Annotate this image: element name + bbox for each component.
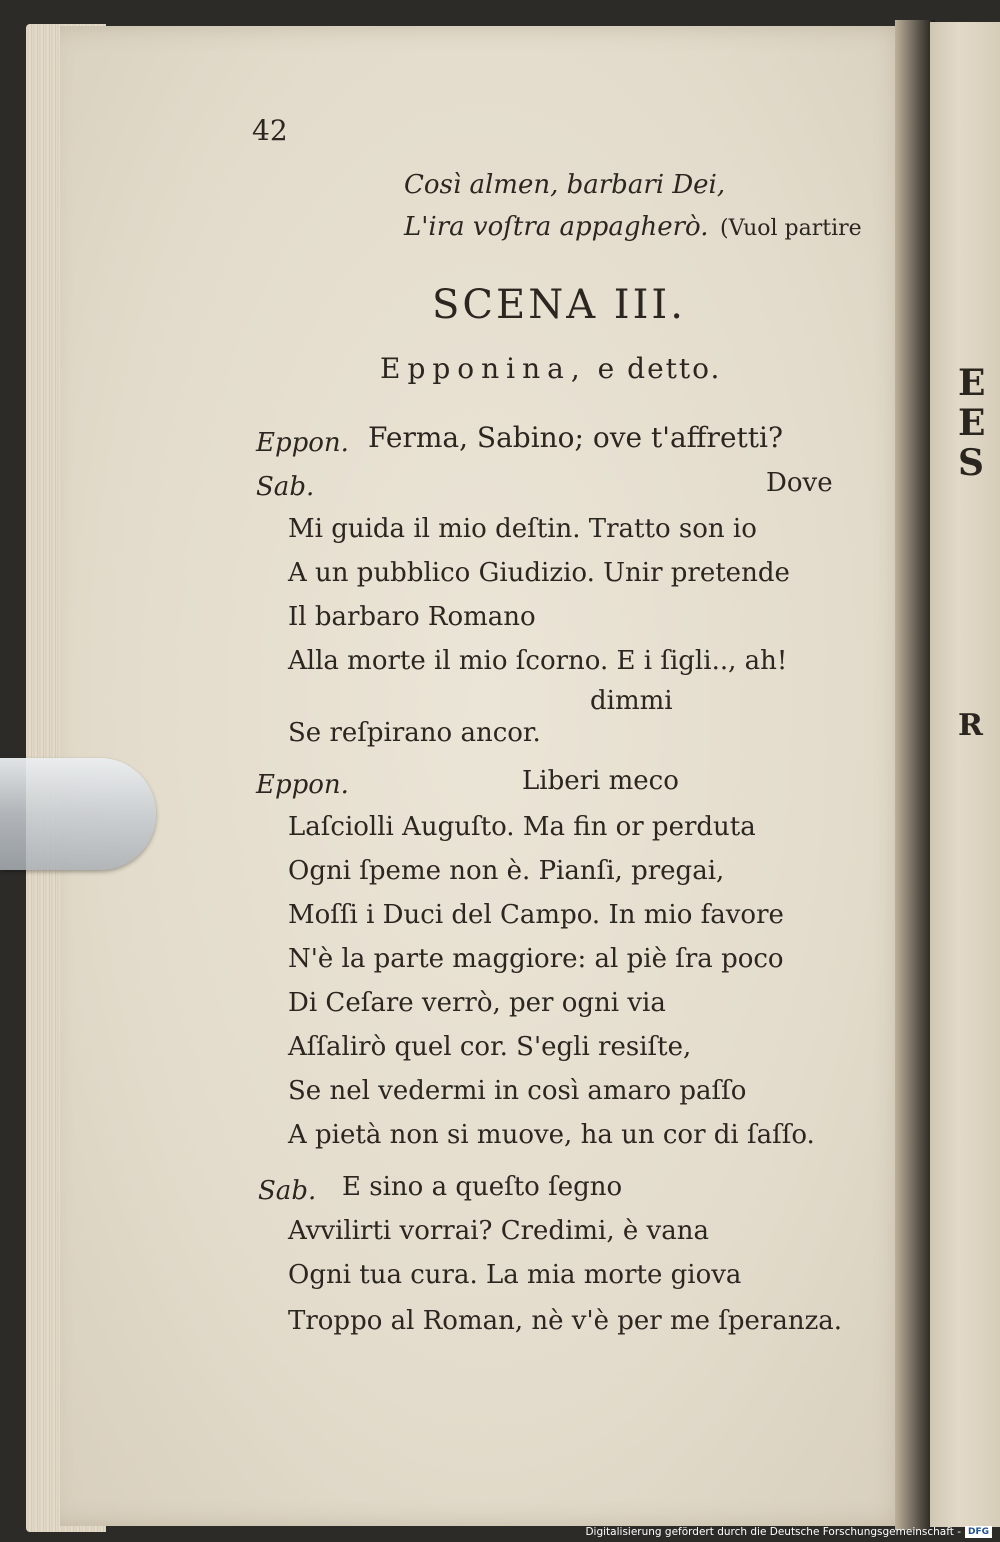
verse-line: Dove [766, 468, 833, 498]
page-clip [0, 758, 156, 870]
speaker-label: Sab. [256, 472, 315, 502]
verse-line: L'ira voſtra appagherò. [404, 212, 709, 242]
stage-direction: (Vuol partire [720, 216, 862, 241]
page-number: 42 [252, 114, 288, 147]
verse-line: Se nel vedermi in così amaro paſſo [288, 1076, 747, 1106]
verse-line: Ogni tua cura. La mia morte giova [288, 1260, 742, 1290]
facing-page-glyph: S [958, 442, 984, 484]
facing-page [930, 22, 1000, 1527]
verse-line: Il barbaro Romano [288, 602, 536, 632]
facing-page-glyph: E [958, 362, 986, 404]
verse-line: Se reſpirano ancor. [288, 718, 541, 748]
verse-line: Troppo al Roman, nè v'è per me ſperanza. [288, 1306, 843, 1336]
verse-line: Di Ceſare verrò, per ogni via [288, 988, 666, 1018]
verse-line: Così almen, barbari Dei, [404, 170, 726, 200]
verse-line: Mi guida il mio deſtin. Tratto son io [288, 514, 757, 544]
verse-line: Aſſalirò quel cor. S'egli resiſte, [288, 1032, 692, 1062]
verse-line: N'è la parte maggiore: al piè ſra poco [288, 944, 784, 974]
verse-line: A un pubblico Giudizio. Unir pretende [288, 558, 790, 588]
verse-line: dimmi [590, 686, 673, 716]
facing-page-glyph: E [958, 402, 986, 444]
book-gutter [895, 20, 935, 1530]
verse-line: Moſſi i Duci del Campo. In mio favore [288, 900, 784, 930]
verse-line: Laſciolli Auguſto. Ma fin or perduta [288, 812, 756, 842]
verse-line: Ferma, Sabino; ove t'affretti? [368, 421, 783, 454]
dfg-logo-icon: DFG [965, 1526, 992, 1538]
verse-line: A pietà non si muove, ha un cor di ſaſſo. [288, 1120, 815, 1150]
verse-line: Liberi meco [522, 766, 679, 796]
verse-line: Alla morte il mio ſcorno. E i ſigli.., ah! [288, 646, 788, 676]
speaker-label: Eppon. [256, 428, 349, 458]
verse-line: E sino a queſto ſegno [342, 1172, 623, 1202]
facing-page-glyph: R [958, 708, 983, 743]
scene-title: SCENA III. [432, 282, 686, 328]
character-note: e detto. [597, 352, 722, 385]
credit-text: Digitalisierung gefördert durch die Deutsche Forschungsgemeinschaft - [585, 1526, 961, 1538]
book-page [60, 26, 910, 1526]
verse-line: Ogni ſpeme non è. Pianſi, pregai, [288, 856, 725, 886]
speaker-label: Eppon. [256, 770, 349, 800]
character-name: Epponina, [380, 352, 587, 385]
speaker-label: Sab. [258, 1176, 317, 1206]
digitization-credit [585, 1526, 992, 1538]
verse-line: Avvilirti vorrai? Credimi, è vana [288, 1216, 709, 1246]
scene-characters [380, 352, 721, 385]
